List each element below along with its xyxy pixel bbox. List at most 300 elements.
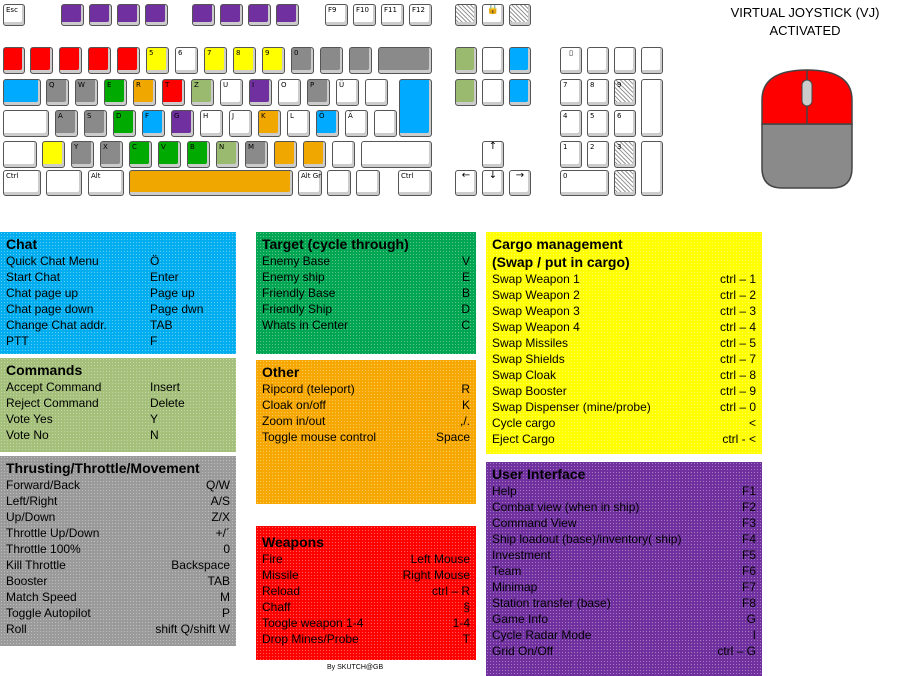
key-label: I	[252, 81, 255, 89]
ui-title: User Interface	[492, 466, 586, 482]
key-num-star	[614, 47, 636, 74]
key-label: D	[116, 112, 122, 120]
key-binding: Backspace	[171, 558, 230, 572]
thrust-panel	[0, 456, 236, 646]
thrust-row	[6, 477, 230, 493]
key-num-minus	[641, 47, 663, 74]
key-f9	[325, 4, 348, 26]
key-h	[200, 110, 223, 137]
key-label: 6	[178, 49, 183, 57]
key-label: 9	[617, 81, 622, 89]
key-binding: F2	[741, 500, 756, 514]
key-f3	[117, 4, 140, 26]
key-binding: Right Mouse	[402, 568, 470, 582]
key-binding: ctrl – 8	[719, 368, 756, 382]
weapons-title: Weapons	[262, 534, 324, 550]
ui-row	[492, 515, 756, 531]
key-hash	[374, 110, 397, 137]
key-binding: Left Mouse	[410, 552, 470, 566]
action-label: Vote No	[6, 428, 49, 442]
cargo-row	[492, 431, 756, 447]
action-label: Toogle weapon 1-4	[262, 616, 364, 630]
key-home	[482, 47, 504, 74]
weapons-panel	[256, 526, 476, 660]
action-label: Vote Yes	[6, 412, 53, 426]
action-label: Left/Right	[6, 494, 58, 508]
other-row	[262, 413, 470, 429]
action-label: Cycle cargo	[492, 416, 556, 430]
action-label: Ripcord (teleport)	[262, 382, 355, 396]
key-label: 4	[563, 112, 568, 120]
key-binding: Page dwn	[150, 302, 204, 316]
key-f8	[276, 4, 299, 26]
key-ae	[345, 110, 368, 137]
key-a	[55, 110, 78, 137]
key-label: S	[87, 112, 92, 120]
cargo-row	[492, 351, 756, 367]
key-f4	[145, 4, 168, 26]
key-pagedown	[509, 79, 531, 106]
key-3	[88, 47, 111, 74]
key-label: P	[310, 81, 315, 89]
action-label: Forward/Back	[6, 478, 81, 492]
cargo-panel	[486, 232, 762, 454]
key-label: U	[223, 81, 229, 89]
key-binding: shift Q/shift W	[155, 622, 230, 636]
other-row	[262, 429, 470, 445]
key-f6	[220, 4, 243, 26]
key-binding: F6	[741, 564, 756, 578]
key-binding: T	[462, 632, 470, 646]
key-binding: ctrl – 9	[719, 384, 756, 398]
other-row	[262, 381, 470, 397]
key-binding: <	[748, 416, 756, 430]
action-label: Help	[492, 484, 517, 498]
key-ue	[336, 79, 359, 106]
action-label: Swap Weapon 1	[492, 272, 580, 286]
key-8	[233, 47, 256, 74]
thrust-row	[6, 573, 230, 589]
key-label: X	[103, 143, 108, 151]
target-row	[262, 317, 470, 333]
key-d	[113, 110, 136, 137]
commands-title: Commands	[6, 362, 83, 378]
key-r	[133, 79, 156, 106]
cargo-subtitle: (Swap / put in cargo)	[492, 254, 630, 270]
key-binding: E	[461, 270, 470, 284]
action-label: Chat page up	[6, 286, 79, 300]
key-acute	[349, 47, 372, 74]
action-label: Swap Weapon 3	[492, 304, 580, 318]
key-binding: Enter	[150, 270, 179, 284]
key-label: B	[190, 143, 195, 151]
key-binding: F	[150, 334, 158, 348]
key-v	[158, 141, 181, 168]
action-label: Ship loadout (base)/inventory( ship)	[492, 532, 682, 546]
key-k	[258, 110, 281, 137]
thrust-row	[6, 541, 230, 557]
action-label: Throttle Up/Down	[6, 526, 100, 540]
chat-row	[6, 317, 230, 333]
key-num6	[614, 110, 636, 137]
key-shift-left	[3, 141, 37, 168]
action-label: Throttle 100%	[6, 542, 81, 556]
action-label: Reject Command	[6, 396, 99, 410]
key-binding: K	[461, 398, 470, 412]
key-binding: V	[461, 254, 470, 268]
key-num9	[614, 79, 636, 106]
target-panel	[256, 232, 476, 354]
key-label: 9	[265, 49, 270, 57]
key-section	[3, 47, 25, 74]
ui-row	[492, 611, 756, 627]
action-label: Cycle Radar Mode	[492, 628, 592, 642]
action-label: Up/Down	[6, 510, 56, 524]
key-f7	[248, 4, 271, 26]
key-num-decimal	[614, 170, 636, 196]
key-label: V	[161, 143, 166, 151]
key-binding: 1-4	[452, 616, 470, 630]
key-space	[129, 170, 293, 196]
action-label: Friendly Ship	[262, 302, 333, 316]
action-label: Cloak on/off	[262, 398, 326, 412]
action-label: Eject Cargo	[492, 432, 555, 446]
key-label: Alt Gr	[301, 172, 322, 180]
key-label: Y	[74, 143, 79, 151]
cargo-title: Cargo management	[492, 236, 623, 252]
key-win-left	[46, 170, 82, 196]
weapons-row	[262, 551, 470, 567]
key-insert	[455, 47, 477, 74]
key-label: A	[58, 112, 63, 120]
key-binding: TAB	[207, 574, 230, 588]
ui-row	[492, 627, 756, 643]
key-binding: F3	[741, 516, 756, 530]
key-f	[142, 110, 165, 137]
key-ctrl-right	[398, 170, 432, 196]
action-label: Quick Chat Menu	[6, 254, 99, 268]
target-row	[262, 301, 470, 317]
key-altgr	[298, 170, 322, 196]
key-arrow-left: ←	[455, 170, 477, 196]
cargo-row	[492, 287, 756, 303]
ui-row	[492, 531, 756, 547]
key-shift-right	[361, 141, 432, 168]
chat-row	[6, 285, 230, 301]
action-label: Swap Weapon 4	[492, 320, 580, 334]
key-label: F10	[356, 6, 369, 14]
key-backspace	[378, 47, 432, 74]
key-label: Q	[49, 81, 55, 89]
key-binding: ctrl – 5	[719, 336, 756, 350]
key-num7	[560, 79, 582, 106]
key-comma	[274, 141, 297, 168]
action-label: Swap Cloak	[492, 368, 557, 382]
key-f11	[381, 4, 404, 26]
action-label: Station transfer (base)	[492, 596, 611, 610]
key-num-slash	[587, 47, 609, 74]
chat-title: Chat	[6, 236, 38, 252]
key-0	[291, 47, 314, 74]
key-binding: F8	[741, 596, 756, 610]
action-label: Grid On/Off	[492, 644, 554, 658]
key-arrow-right: →	[509, 170, 531, 196]
action-label: Swap Shields	[492, 352, 565, 366]
key-label: 7	[563, 81, 568, 89]
key-label: Ctrl	[6, 172, 19, 180]
key-7	[204, 47, 227, 74]
key-label: J	[232, 112, 235, 120]
thrust-title: Thrusting/Throttle/Movement	[6, 460, 200, 476]
action-label: Zoom in/out	[262, 414, 326, 428]
key-label: 5	[149, 49, 154, 57]
key-c	[129, 141, 152, 168]
key-m	[245, 141, 268, 168]
key-binding: TAB	[150, 318, 173, 332]
key-binding: §	[463, 600, 470, 614]
key-binding: ctrl – 7	[719, 352, 756, 366]
key-label: F11	[384, 6, 397, 14]
weapons-row	[262, 599, 470, 615]
key-label: M	[248, 143, 255, 151]
key-q	[46, 79, 69, 106]
action-label: Swap Weapon 2	[492, 288, 580, 302]
other-panel	[256, 360, 476, 504]
weapons-row	[262, 567, 470, 583]
key-label: 0	[563, 172, 568, 180]
key-w	[75, 79, 98, 106]
target-row	[262, 269, 470, 285]
cargo-row	[492, 383, 756, 399]
key-9	[262, 47, 285, 74]
ui-panel	[486, 462, 762, 676]
commands-row	[6, 395, 230, 411]
key-label: K	[261, 112, 266, 120]
action-label: Chat page down	[6, 302, 94, 316]
key-less	[42, 141, 65, 168]
cargo-row	[492, 303, 756, 319]
key-binding: F7	[741, 580, 756, 594]
key-label: L	[290, 112, 294, 120]
weapons-row	[262, 583, 470, 599]
credit: By SKUTCH@GB	[327, 664, 384, 671]
key-n	[216, 141, 239, 168]
commands-row	[6, 411, 230, 427]
action-label: Enemy ship	[262, 270, 325, 284]
key-print	[455, 4, 477, 26]
key-binding: ctrl - <	[722, 432, 756, 446]
action-label: Toggle Autopilot	[6, 606, 91, 620]
key-binding: Y	[150, 412, 159, 426]
vj-status-line2: ACTIVATED	[769, 23, 841, 38]
key-num8	[587, 79, 609, 106]
key-2	[59, 47, 82, 74]
key-enter	[399, 79, 432, 137]
action-label: Enemy Base	[262, 254, 331, 268]
chat-row	[6, 269, 230, 285]
key-minus	[332, 141, 355, 168]
key-f2	[89, 4, 112, 26]
thrust-row	[6, 525, 230, 541]
key-alt	[88, 170, 124, 196]
key-num4	[560, 110, 582, 137]
key-pageup	[509, 47, 531, 74]
key-o	[278, 79, 301, 106]
vj-status-line1: VIRTUAL JOYSTICK (VJ)	[730, 5, 880, 20]
key-binding: ,/.	[459, 414, 470, 428]
action-label: Booster	[6, 574, 48, 588]
key-binding: A/S	[210, 494, 230, 508]
key-binding: R	[461, 382, 470, 396]
commands-row	[6, 379, 230, 395]
key-j	[229, 110, 252, 137]
action-label: Change Chat addr.	[6, 318, 107, 332]
key-y	[71, 141, 94, 168]
key-label: Ctrl	[401, 172, 414, 180]
key-tab	[3, 79, 41, 106]
action-label: Whats in Center	[262, 318, 349, 332]
chat-panel	[0, 232, 236, 354]
key-ctrl-left	[3, 170, 41, 196]
action-label: Swap Missiles	[492, 336, 569, 350]
thrust-row	[6, 509, 230, 525]
key-binding: Insert	[150, 380, 181, 394]
key-binding: Ö	[150, 254, 160, 268]
key-label: T	[165, 81, 170, 89]
key-num-enter	[641, 141, 663, 196]
key-binding: ctrl – 0	[719, 400, 756, 414]
key-binding: F1	[741, 484, 756, 498]
key-period	[303, 141, 326, 168]
commands-row	[6, 427, 230, 443]
action-label: Kill Throttle	[6, 558, 66, 572]
action-label: Chaff	[262, 600, 291, 614]
key-label: Ü	[339, 81, 345, 89]
key-num3	[614, 141, 636, 168]
key-label: G	[174, 112, 180, 120]
key-binding: Delete	[150, 396, 185, 410]
chat-row	[6, 301, 230, 317]
ui-row	[492, 595, 756, 611]
key-label: N	[219, 143, 225, 151]
key-label: O	[281, 81, 287, 89]
action-label: Match Speed	[6, 590, 77, 604]
action-label: Toggle mouse control	[262, 430, 377, 444]
key-label: Ä	[348, 112, 353, 120]
ui-row	[492, 499, 756, 515]
other-title: Other	[262, 364, 300, 380]
key-binding: G	[746, 612, 756, 626]
key-num5	[587, 110, 609, 137]
key-binding: 0	[223, 542, 230, 556]
key-num0	[560, 170, 609, 196]
cargo-row	[492, 271, 756, 287]
key-e	[104, 79, 127, 106]
key-s	[84, 110, 107, 137]
key-label: W	[78, 81, 85, 89]
key-arrow-down: ↓	[482, 170, 504, 196]
key-u	[220, 79, 243, 106]
key-label: Alt	[91, 172, 101, 180]
target-row	[262, 253, 470, 269]
key-label: F12	[412, 6, 425, 14]
other-row	[262, 397, 470, 413]
action-label: PTT	[6, 334, 29, 348]
key-binding: +/´	[215, 526, 230, 540]
key-win-right	[327, 170, 351, 196]
ui-row	[492, 563, 756, 579]
key-x	[100, 141, 123, 168]
key-binding: Space	[435, 430, 470, 444]
key-label: F	[145, 112, 150, 120]
key-label: Z	[194, 81, 199, 89]
key-num2	[587, 141, 609, 168]
key-4	[117, 47, 140, 74]
action-label: Swap Booster	[492, 384, 567, 398]
key-scroll-lock: 🔒	[482, 4, 504, 26]
key-num-plus	[641, 79, 663, 137]
key-binding: ctrl – 4	[719, 320, 756, 334]
key-p	[307, 79, 330, 106]
action-label: Start Chat	[6, 270, 61, 284]
key-oe	[316, 110, 339, 137]
key-capslock	[3, 110, 49, 137]
key-binding: M	[220, 590, 230, 604]
key-binding: Z/X	[211, 510, 230, 524]
action-label: Command View	[492, 516, 577, 530]
key-arrow-up: ↑	[482, 141, 504, 168]
chat-row	[6, 333, 230, 349]
cargo-row	[492, 415, 756, 431]
key-binding: ctrl – R	[431, 584, 470, 598]
action-label: Friendly Base	[262, 286, 336, 300]
action-label: Roll	[6, 622, 27, 636]
cargo-row	[492, 367, 756, 383]
key-binding: ctrl – G	[717, 644, 756, 658]
key-binding: D	[461, 302, 470, 316]
key-label: C	[132, 143, 137, 151]
key-binding: ctrl – 2	[719, 288, 756, 302]
key-label: 3	[617, 143, 622, 151]
key-label: 5	[590, 112, 595, 120]
weapons-row	[262, 631, 470, 647]
key-i	[249, 79, 272, 106]
action-label: Reload	[262, 584, 301, 598]
key-pause	[509, 4, 531, 26]
key-menu	[356, 170, 380, 196]
target-row	[262, 285, 470, 301]
action-label: Fire	[262, 552, 283, 566]
thrust-row	[6, 493, 230, 509]
commands-panel	[0, 358, 236, 452]
key-binding: B	[461, 286, 470, 300]
key-label: Ö	[319, 112, 325, 120]
key-esc	[3, 4, 25, 26]
key-plus	[365, 79, 388, 106]
cargo-row	[492, 399, 756, 415]
key-label: 7	[207, 49, 212, 57]
key-f5	[192, 4, 215, 26]
key-label: 1	[563, 143, 568, 151]
key-binding: Page up	[150, 286, 195, 300]
thrust-row	[6, 557, 230, 573]
mouse-icon	[760, 68, 854, 190]
key-l	[287, 110, 310, 137]
thrust-row	[6, 621, 230, 637]
action-label: Minimap	[492, 580, 538, 594]
key-1	[30, 47, 53, 74]
key-t	[162, 79, 185, 106]
